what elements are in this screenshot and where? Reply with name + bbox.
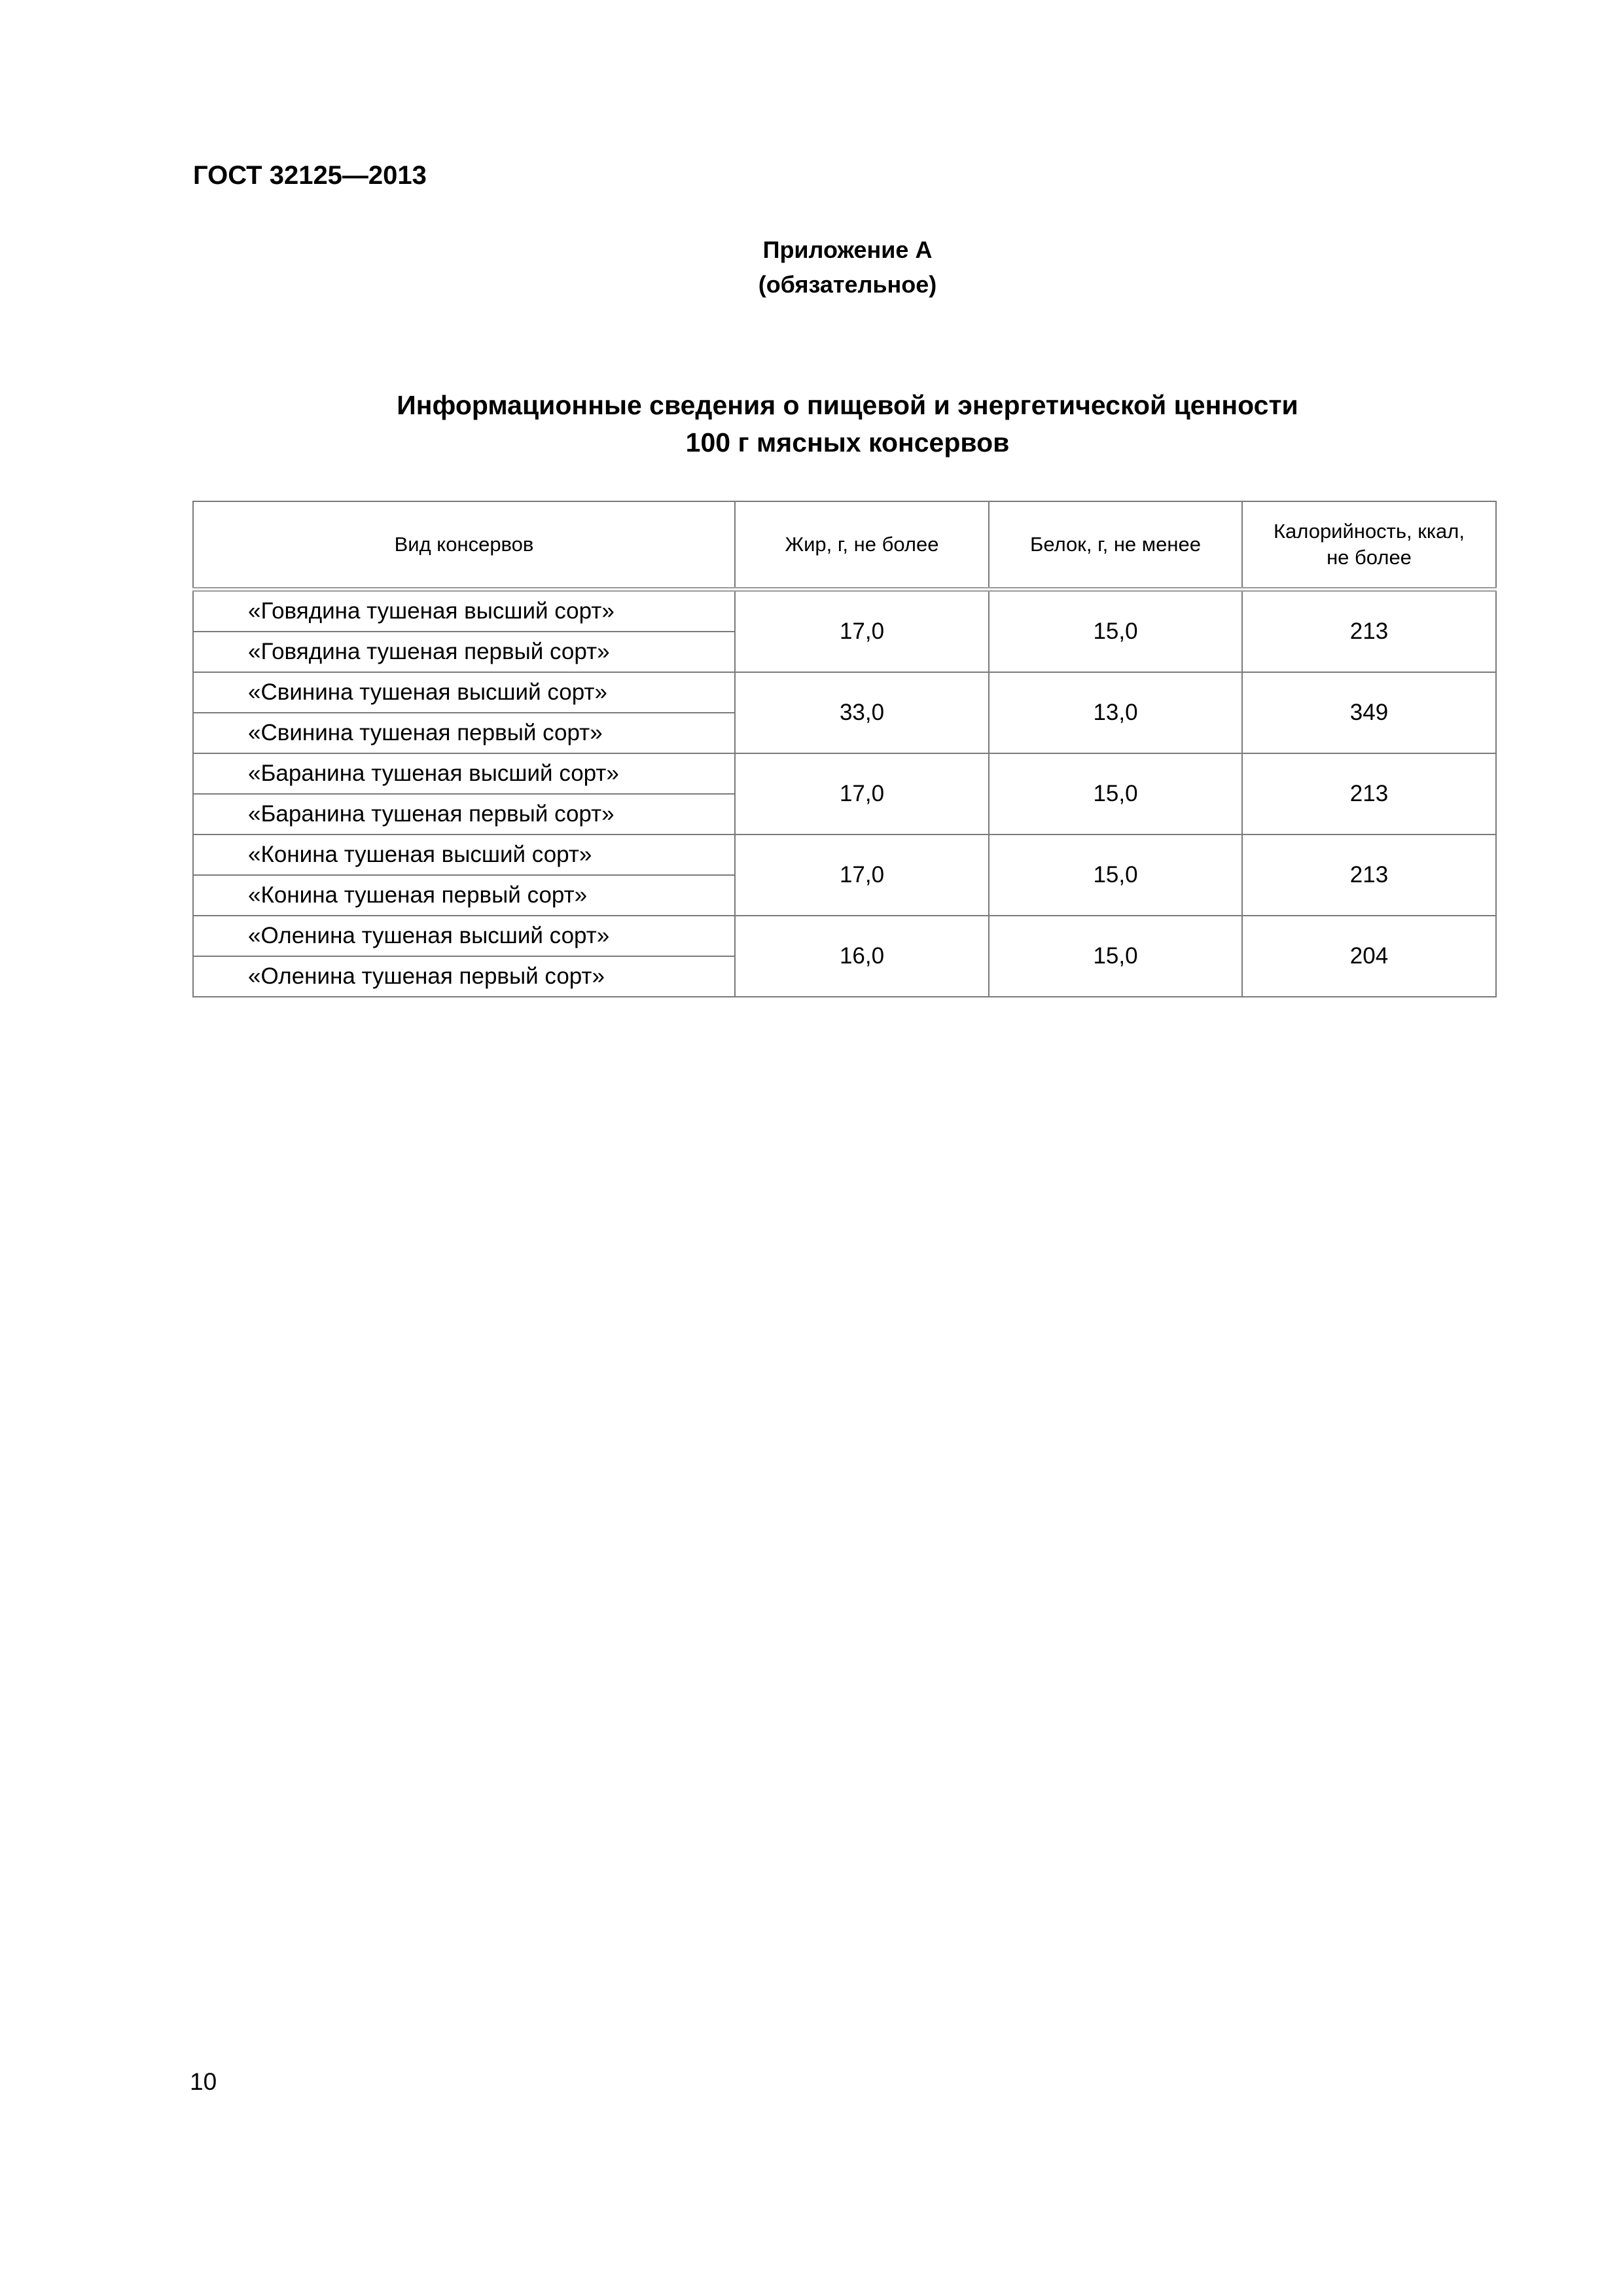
standard-code: ГОСТ 32125—2013: [193, 161, 427, 190]
calories-value: 213: [1242, 834, 1496, 916]
product-name: «Баранина тушеная первый сорт»: [193, 794, 735, 834]
calories-value: 204: [1242, 916, 1496, 997]
nutrition-table: [192, 501, 1497, 997]
annex-status: (обязательное): [758, 271, 937, 298]
page-number: 10: [190, 2068, 217, 2095]
table-row: [193, 672, 1496, 713]
table-row: [193, 590, 1496, 632]
column-header-fat: Жир, г, не более: [735, 501, 989, 590]
protein-value: 15,0: [989, 753, 1242, 834]
annex-title: Приложение А: [762, 236, 933, 263]
product-name: «Свинина тушеная высший сорт»: [193, 672, 735, 713]
column-header-calories: Калорийность, ккал, не более: [1242, 501, 1496, 590]
product-name: «Свинина тушеная первый сорт»: [193, 713, 735, 753]
table-row: [193, 834, 1496, 875]
protein-value: 13,0: [989, 672, 1242, 753]
calories-value: 349: [1242, 672, 1496, 753]
column-header-product: Вид консервов: [193, 501, 735, 590]
product-name: «Баранина тушеная высший сорт»: [193, 753, 735, 794]
product-name: «Конина тушеная первый сорт»: [193, 875, 735, 916]
protein-value: 15,0: [989, 590, 1242, 673]
fat-value: 16,0: [735, 916, 989, 997]
fat-value: 17,0: [735, 590, 989, 673]
product-name: «Говядина тушеная первый сорт»: [193, 632, 735, 672]
table-row: [193, 916, 1496, 956]
fat-value: 17,0: [735, 753, 989, 834]
table-title-line-2: 100 г мясных консервов: [685, 427, 1010, 457]
calories-value: 213: [1242, 590, 1496, 673]
annex-heading: [0, 232, 1623, 302]
fat-value: 17,0: [735, 834, 989, 916]
product-name: «Оленина тушеная первый сорт»: [193, 956, 735, 997]
column-header-protein: Белок, г, не менее: [989, 501, 1242, 590]
calories-value: 213: [1242, 753, 1496, 834]
table-title: [0, 387, 1623, 461]
product-name: «Говядина тушеная высший сорт»: [193, 590, 735, 632]
protein-value: 15,0: [989, 916, 1242, 997]
product-name: «Конина тушеная высший сорт»: [193, 834, 735, 875]
product-name: «Оленина тушеная высший сорт»: [193, 916, 735, 956]
fat-value: 33,0: [735, 672, 989, 753]
table-title-line-1: Информационные сведения о пищевой и энергетической ценности: [397, 390, 1298, 420]
table-row: [193, 753, 1496, 794]
protein-value: 15,0: [989, 834, 1242, 916]
table-header-row: [193, 501, 1496, 590]
